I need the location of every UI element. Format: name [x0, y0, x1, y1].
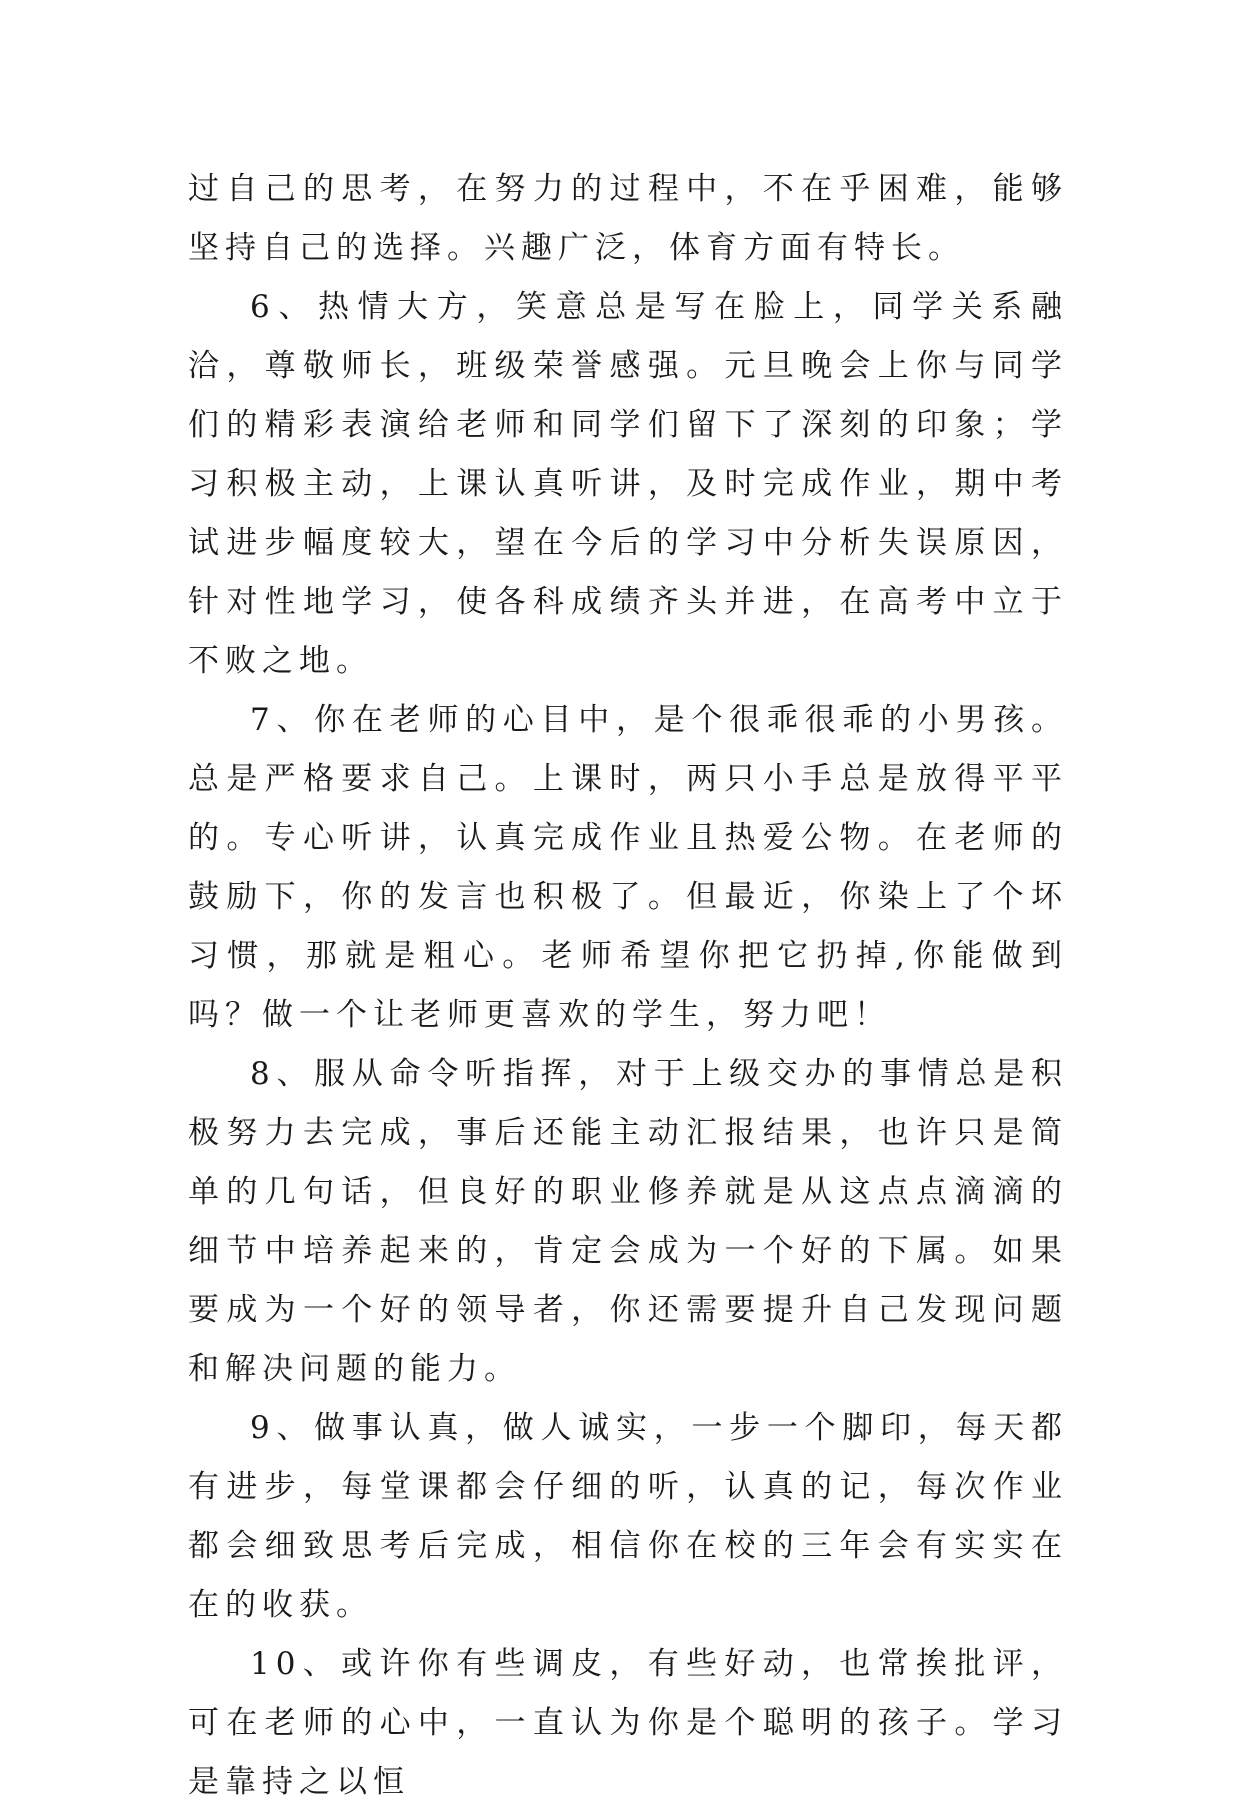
- paragraph-continued: 过自己的思考，在努力的过程中，不在乎困难，能够坚持自己的选择。兴趣广泛，体育方面有特长。: [188, 171, 1068, 266]
- paragraph-item-9: 9、做事认真，做人诚实，一步一个脚印，每天都有进步，每堂课都会仔细的听，认真的记，每次作业都会细致思考后完成，相信你在校的三年会有实实在在的收获。: [188, 1410, 1068, 1623]
- paragraph-item-6: 6、热情大方，笑意总是写在脸上，同学关系融洽，尊敬师长，班级荣誉感强。元旦晚会上你与同学们的精彩表演给老师和同学们留下了深刻的印象；学习积极主动，上课认真听讲，及时完成作业，期中考试进步幅度较大，望在今后的学习中分析失误原因，针对性地学习，使各科成绩齐头并进，在高考中立于不败之地。: [188, 289, 1068, 679]
- document-body: [188, 160, 1068, 1812]
- paragraph-item-10: 10、或许你有些调皮，有些好动，也常挨批评，可在老师的心中，一直认为你是个聪明的孩子。学习是靠持之以恒: [188, 1646, 1068, 1800]
- paragraph-item-7: 7、你在老师的心目中，是个很乖很乖的小男孩。总是严格要求自己。上课时，两只小手总是放得平平的。专心听讲，认真完成作业且热爱公物。在老师的鼓励下，你的发言也积极了。但最近，你染上了个坏习惯，那就是粗心。老师希望你把它扔掉,你能做到吗？做一个让老师更喜欢的学生，努力吧！: [188, 702, 1068, 1033]
- paragraph-item-8: 8、服从命令听指挥，对于上级交办的事情总是积极努力去完成，事后还能主动汇报结果，也许只是简单的几句话，但良好的职业修养就是从这点点滴滴的细节中培养起来的，肯定会成为一个好的下属。如果要成为一个好的领导者，你还需要提升自己发现问题和解决问题的能力。: [188, 1056, 1068, 1387]
